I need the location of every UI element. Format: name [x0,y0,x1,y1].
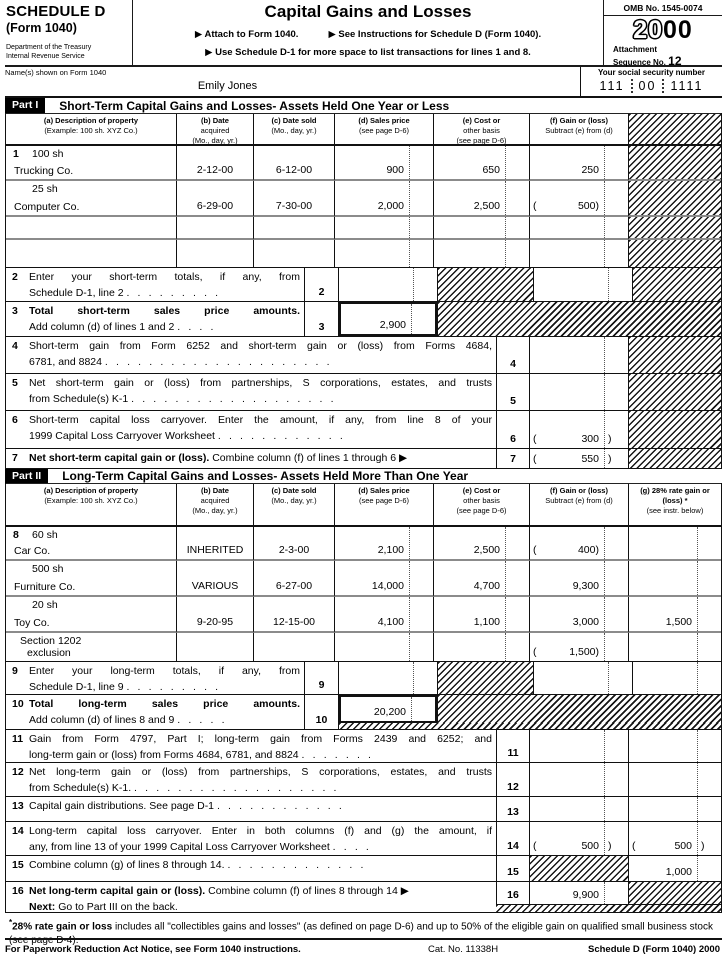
sales-price-cell[interactable]: 2,000 [335,181,434,217]
long-term-row-1 [6,527,721,561]
line-7-text: 7 Net short-term capital gain or (loss). Combine column (f) of lines 1 through 6 ▶ [12,452,408,464]
attachment-label: Attachment [613,45,658,54]
gain-loss-cell[interactable]: 250 [530,146,629,181]
form-footer [5,938,722,960]
line-2-text: 2 Enter your short-term totals, if any, from Schedule D-1, line 2 . . . . . . . . . [6,268,304,302]
date-acquired-cell[interactable]: INHERITED [177,527,254,561]
line-13 [6,797,721,822]
attach-instruction: ▶ Attach to Form 1040. [194,29,299,40]
gain-loss-cell[interactable]: 9,300 [530,561,629,597]
sales-price-cell[interactable]: 14,000 [335,561,434,597]
cost-basis-cell[interactable]: 2,500 [434,527,530,561]
col-header-sales-price: (d) Sales price (see page D-6) [335,484,434,527]
line-6-amount[interactable]: ( 300 ) [530,411,629,449]
hatched-strip [339,723,721,729]
taxpayer-name-field[interactable]: Emily Jones [197,80,258,92]
line-5-amount[interactable] [530,374,629,411]
line-11-text: 11 Gain from Form 4797, Part I; long-term gain from Forms 2439 and 6252; and long-term gain or (loss) from Forms 4684, 6781, and 8824 . . . . . . . [6,730,496,763]
see-instructions: ▶ See Instructions for Schedule D (Form 1040). [328,29,542,40]
form-title: Capital Gains and Losses [264,2,472,21]
line-14-text: 14 Long-term capital loss carryover. Enter in both columns (f) and (g) the amount, if any, from line 13 of your 1999 Capital Loss Carryover Worksheet . . . . [6,822,496,856]
line-6-number-box: 6 [496,411,530,449]
hatched-strip [496,905,721,912]
hatched-cell [438,302,721,337]
col-header-description: (a) Description of property (Example: 100 sh. XYZ Co.) [6,114,177,146]
hatched-margin [629,374,721,411]
part1-bar [5,98,722,113]
omb-block [603,0,722,68]
short-term-row-1 [6,146,721,181]
col-header-gain-loss: (f) Gain or (loss) Subtract (e) from (d) [530,484,629,527]
line-11-number-box: 11 [496,730,530,763]
line-4-text: 4 Short-term gain from Form 6252 and short-term gain or (loss) from Forms 4684, 6781, and 8824 . . . . . . . . . . . . . . . . . . . . . [6,337,496,374]
short-term-row-3 [6,217,721,240]
hatched-margin [629,240,721,268]
gain-loss-cell[interactable]: ( 400 ) [530,527,629,561]
line-11-amount-g[interactable] [629,730,721,763]
date-sold-cell[interactable] [254,217,335,240]
description-cell[interactable]: 8 60 sh Car Co. [6,527,177,561]
line-6-text: 6 Short-term capital loss carryover. Enter the amount, if any, from line 8 of your 1999 Capital Loss Carryover Worksheet . . . . . . . . . . . . [6,411,496,449]
tax-year: 2000 [633,16,693,44]
description-cell[interactable]: 25 sh Computer Co. [6,181,177,217]
line-16 [6,882,721,913]
gain-loss-cell[interactable] [530,217,629,240]
name-label: Name(s) shown on Form 1040 [5,68,107,77]
description-cell[interactable]: Section 1202 exclusion [6,633,177,662]
line-4-number-box: 4 [496,337,530,374]
line-10-text: 10 Total long-term sales price amounts. Add column (d) of lines 8 and 9 . . . . . [6,695,304,730]
line-6 [6,411,721,449]
description-cell[interactable] [6,240,177,268]
cost-basis-cell[interactable]: 2,500 [434,181,530,217]
line-16-amount-f[interactable]: 9,900 [530,882,629,904]
line-7-number-box: 7 [496,449,530,468]
date-sold-cell[interactable] [254,240,335,268]
hatched-cell [629,882,721,904]
part2-bar [5,468,722,483]
part1-column-headers [6,113,721,146]
line-9-text: 9 Enter your long-term totals, if any, from Schedule D-1, line 9 . . . . . . . . . [6,662,304,695]
ssn-label: Your social security number [598,68,705,77]
description-cell[interactable]: 20 sh Toy Co. [6,597,177,633]
col-header-description: (a) Description of property (Example: 100 sh. XYZ Co.) [6,484,177,527]
form-header [5,0,722,67]
line-9-amount-g[interactable] [633,662,721,695]
line-10 [6,695,721,730]
line-15-text: 15 Combine column (g) of lines 8 through 14. . . . . . . . . . . . . . [6,856,496,882]
title-block [133,0,603,65]
date-acquired-cell[interactable] [177,633,254,662]
line-13-number-box: 13 [496,797,530,822]
hatched-margin [629,411,721,449]
line-5-number-box: 5 [496,374,530,411]
line-15 [6,856,721,882]
long-term-row-2 [6,561,721,597]
cost-basis-cell[interactable]: 4,700 [434,561,530,597]
line-2-number-box: 2 [304,268,339,302]
hatched-cell [438,662,534,695]
sequence-number: Sequence No. 12 [613,54,682,68]
cost-basis-cell[interactable] [434,633,530,662]
cost-basis-cell[interactable] [434,240,530,268]
date-acquired-cell[interactable] [177,217,254,240]
line-7-amount[interactable]: ( 550 ) [530,449,629,468]
date-sold-cell[interactable]: 6-12-00 [254,146,335,181]
line-9-number-box: 9 [304,662,339,695]
date-sold-cell[interactable]: 7-30-00 [254,181,335,217]
part1-label: Part I [5,98,45,113]
line-2-amount-f[interactable] [534,268,633,302]
date-acquired-cell[interactable]: VARIOUS [177,561,254,597]
line-12 [6,763,721,797]
line-11-amount-f[interactable] [530,730,629,763]
catalog-number: Cat. No. 11338H [428,944,499,955]
form-id-footer: Schedule D (Form 1040) 2000 [588,944,720,955]
name-area [5,67,580,96]
line-12-amount-g[interactable] [629,763,721,797]
line-2 [6,268,721,302]
gain-loss-cell[interactable]: ( 500 ) [530,181,629,217]
cost-basis-cell[interactable]: 650 [434,146,530,181]
schedule-label: SCHEDULE D [6,3,106,20]
sales-price-cell[interactable] [335,633,434,662]
line-2-amount-d[interactable] [339,268,438,302]
line-14-number-box: 14 [496,822,530,856]
part2-column-headers [6,483,721,527]
line-14-amount-g[interactable]: ( 500 ) [629,822,721,856]
form-id-block [5,0,133,65]
rate-28-cell[interactable]: 1,500 [629,597,721,633]
hatched-margin [629,146,721,181]
hatched-cell [438,695,721,723]
hatched-margin [629,337,721,374]
long-term-row-4 [6,633,721,662]
part2-label: Part II [5,469,48,484]
hatched-margin [629,181,721,217]
footnote-28-rate: *28% rate gain or loss includes all "collectibles gains and losses" (as defined on page D-6) and up to 50% of the eligible gain on qualified small business stock (see page D-4). [9,918,713,947]
line-4-amount[interactable] [530,337,629,374]
date-acquired-cell[interactable]: 6-29-00 [177,181,254,217]
col-header-date-sold: (c) Date sold (Mo., day, yr.) [254,114,335,146]
header-instructions-1 [133,29,603,40]
date-sold-cell[interactable] [254,633,335,662]
col-header-date-acquired: (b) Date acquired (Mo., day, yr.) [177,484,254,527]
line-11 [6,730,721,763]
paperwork-notice: For Paperwork Reduction Act Notice, see Form 1040 instructions. [5,944,301,955]
date-acquired-cell[interactable]: 9-20-95 [177,597,254,633]
long-term-row-3 [6,597,721,633]
hatched-margin [629,217,721,240]
line-3 [6,302,721,337]
col-header-cost-basis: (e) Cost or other basis (see page D-6) [434,114,530,146]
hatched-cell [530,856,629,882]
line-15-amount-g[interactable]: 1,000 [629,856,721,882]
department-label: Department of the Treasury Internal Revenue Service [6,44,92,61]
part2-title: Long-Term Capital Gains and Losses- Assets Held More Than One Year [62,469,469,483]
line-5-text: 5 Net short-term gain or (loss) from partnerships, S corporations, estates, and trusts from Schedule(s) K-1 . . . . . . . . . . . . . . . . . . . [6,374,496,411]
line-16-text: 16 Net long-term capital gain or (loss). Combine column (f) of lines 8 through 14 ▶ Next: Go to Part III on the back. [12,885,409,912]
omb-number: OMB No. 1545-0074 [604,0,722,16]
sales-price-cell[interactable] [335,240,434,268]
part1-title: Short-Term Capital Gains and Losses- Assets Held One Year or Less [59,98,450,113]
line-14-amount-f[interactable]: ( 500 ) [530,822,629,856]
line-9-amount-d[interactable] [339,662,438,695]
line-7 [6,449,721,468]
line-14 [6,822,721,856]
date-sold-cell[interactable]: 6-27-00 [254,561,335,597]
rate-28-cell[interactable] [629,561,721,597]
description-cell[interactable]: 1 100 sh Trucking Co. [6,146,177,181]
date-sold-cell[interactable]: 2-3-00 [254,527,335,561]
gain-loss-cell[interactable]: ( 1,500 ) [530,633,629,662]
gain-loss-cell[interactable]: 3,000 [530,597,629,633]
sales-price-cell[interactable]: 2,100 [335,527,434,561]
cost-basis-cell[interactable] [434,217,530,240]
line-10-total-box[interactable]: 20,200 [339,695,438,723]
line-3-total-box[interactable]: 2,900 [339,302,438,337]
sales-price-cell[interactable]: 900 [335,146,434,181]
date-acquired-cell[interactable]: 2-12-00 [177,146,254,181]
hatched-margin [629,114,721,146]
line-13-amount-g[interactable] [629,797,721,822]
line-15-number-box: 15 [496,856,530,882]
line-12-text: 12 Net long-term gain or (loss) from partnerships, S corporations, estates, and trusts from Schedule(s) K-1. . . . . . . . . . . . . . . . . . . . [6,763,496,797]
part2-table [5,483,722,913]
sales-price-cell[interactable] [335,217,434,240]
part1-table [5,113,722,468]
col-header-date-sold: (c) Date sold (Mo., day, yr.) [254,484,335,527]
form-number: (Form 1040) [6,21,77,35]
line-4 [6,337,721,374]
date-acquired-cell[interactable] [177,240,254,268]
ssn-field[interactable]: 111 00 1111 [581,79,722,93]
rate-28-cell[interactable] [629,527,721,561]
sales-price-cell[interactable]: 4,100 [335,597,434,633]
ssn-box [580,67,722,96]
short-term-row-4 [6,240,721,268]
line-9-amount-f[interactable] [534,662,633,695]
line-13-text: 13 Capital gain distributions. See page D-1 . . . . . . . . . . . . [6,797,496,822]
col-header-cost-basis: (e) Cost or other basis (see page D-6) [434,484,530,527]
description-cell[interactable]: 500 sh Furniture Co. [6,561,177,597]
header-instructions-2: ▶ Use Schedule D-1 for more space to list transactions for lines 1 and 8. [205,47,531,58]
short-term-row-2 [6,181,721,217]
line-13-amount-f[interactable] [530,797,629,822]
col-header-gain-loss: (f) Gain or (loss) Subtract (e) from (d) [530,114,629,146]
gain-loss-cell[interactable] [530,240,629,268]
line-5 [6,374,721,411]
cost-basis-cell[interactable]: 1,100 [434,597,530,633]
line-12-amount-f[interactable] [530,763,629,797]
col-header-date-acquired: (b) Date acquired (Mo., day, yr.) [177,114,254,146]
line-10-right [339,695,721,730]
line-16-right [496,882,721,912]
hatched-margin [629,449,721,468]
rate-28-cell[interactable] [629,633,721,662]
line-16-number-box: 16 [496,882,530,904]
col-header-sales-price: (d) Sales price (see page D-6) [335,114,434,146]
line-12-number-box: 12 [496,763,530,797]
hatched-cell [438,268,534,302]
col-header-28-rate: (g) 28% rate gain or (loss) * (see instr. below) [629,484,721,527]
line-9 [6,662,721,695]
name-row [5,67,722,98]
line-3-number-box: 3 [304,302,339,337]
description-cell[interactable] [6,217,177,240]
line-3-text: 3 Total short-term sales price amounts. Add column (d) of lines 1 and 2 . . . . [6,302,304,337]
date-sold-cell[interactable]: 12-15-00 [254,597,335,633]
line-10-number-box: 10 [304,695,339,730]
hatched-margin [633,268,721,302]
